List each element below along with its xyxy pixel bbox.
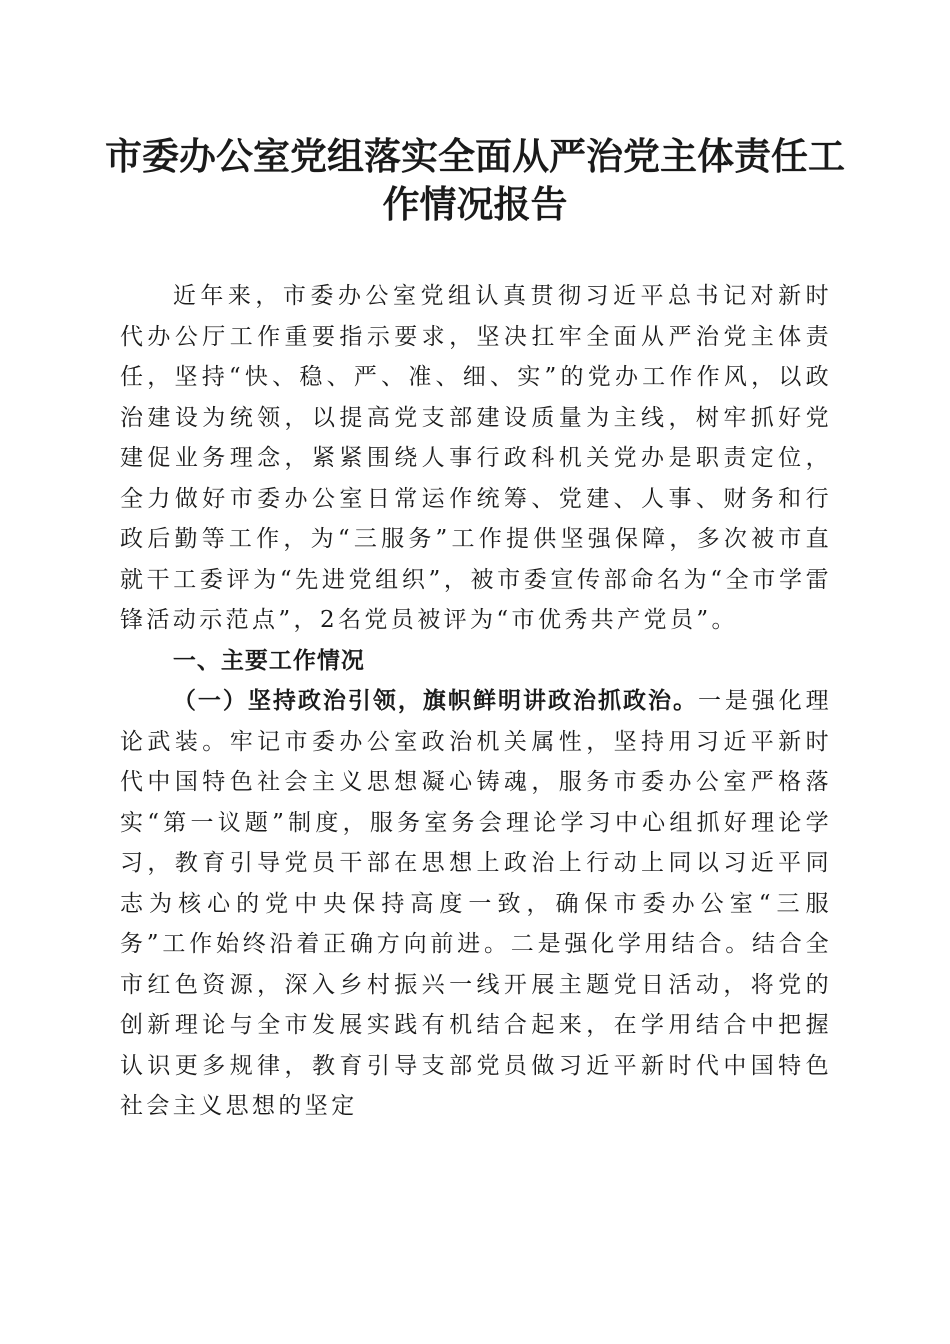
section-heading (120, 641, 832, 682)
subsection-paragraph (120, 681, 832, 1127)
section-1-heading: 一、主要工作情况 (172, 647, 365, 674)
intro-paragraph: 近年来，市委办公室党组认真贯彻习近平总书记对新时代办公厅工作重要指示要求，坚决扛牢全面从严治党主体责任，坚持“快、稳、严、准、细、实”的党办工作作风，以政治建设为统领，以提高党支部建设质量为主线，树牢抓好党建促业务理念，紧紧围绕人事行政科机关党办是职责定位，全力做好市委办公室日常运作统筹、党建、人事、财务和行政后勤等工作，为“三服务”工作提供坚强保障，多次被市直就干工委评为“先进党组织”，被市委宣传部命名为“全市学雷锋活动示范点”，2名党员被评为“市优秀共产党员”。 (120, 283, 832, 633)
subsection-1-heading: （一）坚持政治引领，旗帜鲜明讲政治抓政治。 (172, 688, 698, 714)
document-body (120, 276, 832, 1127)
subsection-1-body: 一是强化理论武装。牢记市委办公室政治机关属性，坚持用习近平新时代中国特色社会主义思想凝心铸魂，服务市委办公室严格落实“第一议题”制度，服务室务会理论学习中心组抓好理论学习，教育引导党员干部在思想上政治上行动上同以习近平同志为核心的党中央保持高度一致，确保市委办公室“三服务”工作始终沿着正确方向前进。二是强化学用结合。结合全市红色资源，深入乡村振兴一线开展主题党日活动，将党的创新理论与全市发展实践有机结合起来，在学用结合中把握认识更多规律，教育引导支部党员做习近平新时代中国特色社会主义思想的坚定 (120, 688, 833, 1119)
document-title: 市委办公室党组落实全面从严治党主体责任工作情况报告 (105, 134, 845, 226)
